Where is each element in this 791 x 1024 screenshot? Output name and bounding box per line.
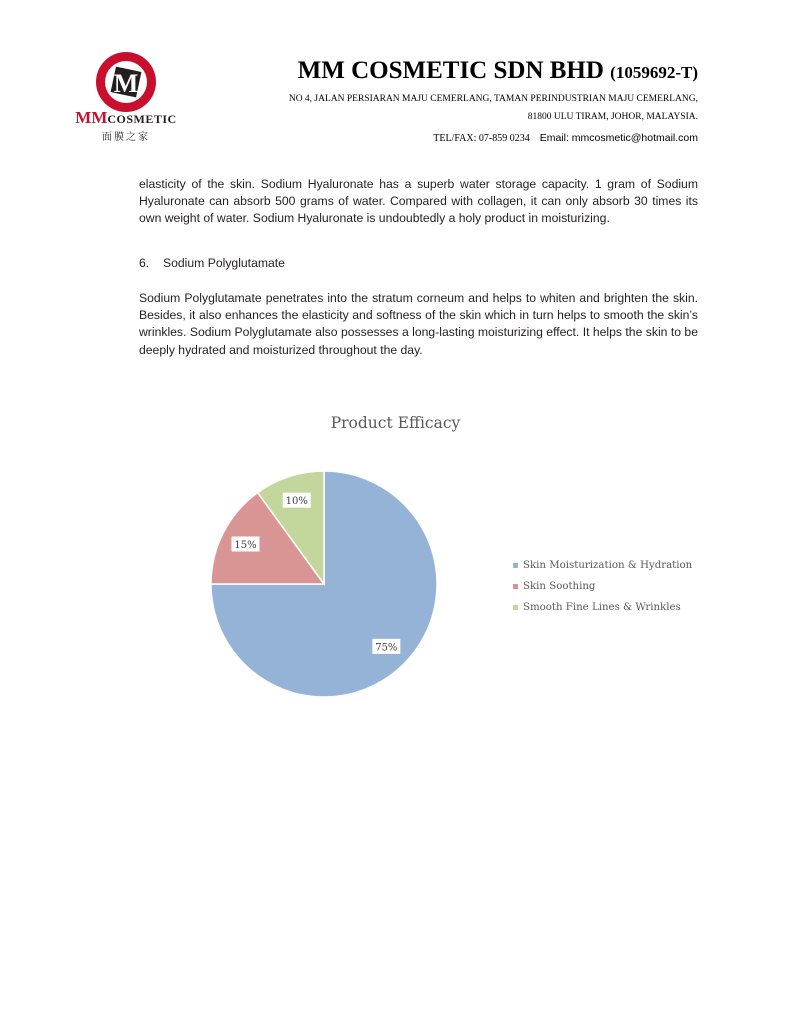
chart-title: Product Efficacy <box>330 414 461 432</box>
logo-chinese-text: 面膜之家 <box>102 132 150 143</box>
pie-data-label-soothing <box>231 536 259 551</box>
paragraph-polyglutamate: Sodium Polyglutamate penetrates into the stratum corneum and helps to whiten and brighten the skin. Besides, it also enhances the elasticity and softness of the skin which in turn helps to smooth the skin’s wrinkles. Sodium Polyglutamate also possesses a long-lasting moisturizing effect. It helps the skin to be deeply hydrated and moisturized throughout the day. <box>139 291 698 357</box>
legend-swatch <box>513 563 518 568</box>
company-name: MM COSMETIC SDN BHD (1059692-T) <box>297 57 698 84</box>
legend-label: Skin Soothing <box>523 581 596 592</box>
legend-label: Smooth Fine Lines & Wrinkles <box>523 602 681 613</box>
logo-brand-text: MMCOSMETIC <box>75 108 177 127</box>
legend-item-wrinkles <box>513 597 692 618</box>
legend-item-soothing <box>513 576 692 597</box>
email: Email: mmcosmetic@hotmail.com <box>539 132 698 144</box>
section-number: 6. <box>139 256 150 270</box>
logo-mark-letter: M <box>113 69 139 98</box>
address-line-1: NO 4, JALAN PERSIARAN MAJU CEMERLANG, TAMAN PERINDUSTRIAN MAJU CEMERLANG, <box>288 94 698 104</box>
svg-text:75%: 75% <box>375 642 398 654</box>
company-registration: (1059692-T) <box>610 63 698 82</box>
pie-data-label-wrinkles <box>283 493 311 508</box>
legend-label: Skin Moisturization & Hydration <box>523 560 693 571</box>
legend-item-hydration <box>513 555 692 576</box>
legend-swatch <box>513 605 518 610</box>
svg-text:15%: 15% <box>234 539 257 551</box>
legend-swatch <box>513 584 518 589</box>
chart-legend <box>513 555 692 618</box>
paragraph-hyaluronate: elasticity of the skin. Sodium Hyaluronate has a superb water storage capacity. 1 gram of Sodium Hyaluronate can absorb 500 grams of water. Compared with collagen, it can only absorb 30 times its own weight of water. Sodium Hyaluronate is undoubtedly a holy product in moisturizing. <box>139 177 698 226</box>
telfax: TEL/FAX: 07-859 0234 <box>433 133 530 144</box>
section-title: Sodium Polyglutamate <box>163 256 285 270</box>
address-line-2: 81800 ULU TIRAM, JOHOR, MALAYSIA. <box>527 112 698 122</box>
svg-text:10%: 10% <box>285 496 308 508</box>
pie-data-label-hydration <box>372 639 400 654</box>
